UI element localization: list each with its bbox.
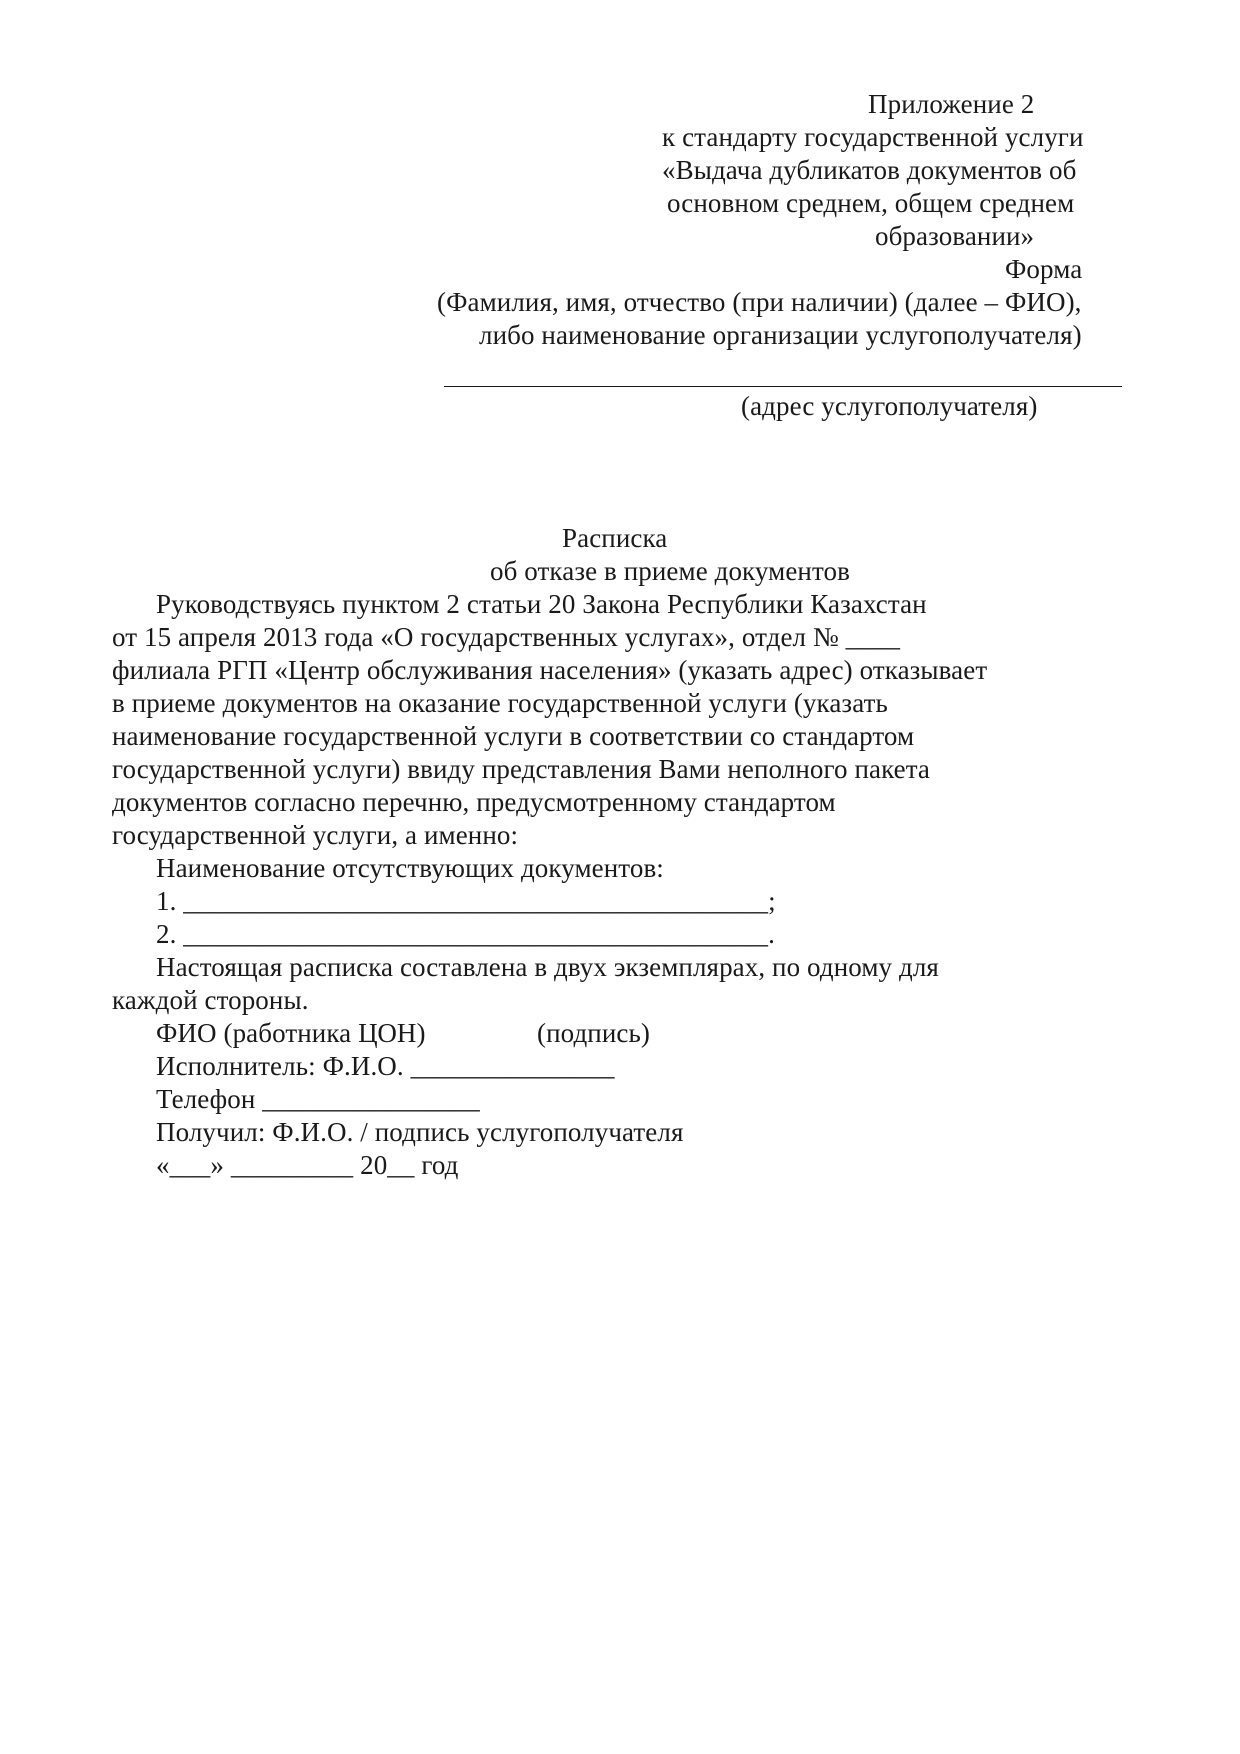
document-subtitle: об отказе в приеме документов <box>490 556 850 586</box>
body-line-1: Руководствуясь пунктом 2 статьи 20 Закона Республики Казахстан <box>156 589 927 619</box>
executor-line: Исполнитель: Ф.И.О. _______________ <box>156 1051 615 1081</box>
signature-label: (подпись) <box>537 1018 650 1048</box>
address-underline <box>444 386 1122 387</box>
copies-line-2: каждой стороны. <box>112 985 309 1015</box>
standard-line-1: к стандарту государственной услуги <box>662 122 1084 152</box>
missing-item-1: 1. ___________________________________________; <box>156 886 776 916</box>
standard-line-3: основном среднем, общем среднем <box>667 188 1075 218</box>
body-line-4: в приеме документов на оказание государственной услуги (указать <box>112 688 888 718</box>
standard-line-2: «Выдача дубликатов документов об <box>662 155 1077 185</box>
missing-documents-label: Наименование отсутствующих документов: <box>156 853 664 883</box>
copies-line-1: Настоящая расписка составлена в двух экземплярах, по одному для <box>156 952 939 982</box>
standard-line-4: образовании» <box>875 221 1035 251</box>
form-label: Форма <box>1005 254 1083 284</box>
date-line: «___» _________ 20__ год <box>156 1150 459 1180</box>
body-line-8: государственной услуги, а именно: <box>112 820 519 850</box>
document-title: Расписка <box>562 523 668 553</box>
missing-item-2: 2. ___________________________________________. <box>156 919 775 949</box>
body-line-5: наименование государственной услуги в соответствии со стандартом <box>112 721 915 751</box>
applicant-line-1: (Фамилия, имя, отчество (при наличии) (далее – ФИО), <box>437 287 1082 317</box>
body-line-3: филиала РГП «Центр обслуживания населения» (указать адрес) отказывает <box>112 655 988 685</box>
worker-fio-label: ФИО (работника ЦОН) <box>156 1018 426 1048</box>
received-line: Получил: Ф.И.О. / подпись услугополучателя <box>156 1117 684 1147</box>
body-line-6: государственной услуги) ввиду представления Вами неполного пакета <box>112 754 931 784</box>
applicant-line-2: либо наименование организации услугополучателя) <box>479 320 1082 350</box>
body-line-7: документов согласно перечню, предусмотренному стандартом <box>112 787 836 817</box>
phone-line: Телефон ________________ <box>156 1084 480 1114</box>
appendix-label: Приложение 2 <box>868 89 1035 119</box>
body-line-2: от 15 апреля 2013 года «О государственных услугах», отдел № ____ <box>112 622 901 652</box>
address-label: (адрес услугополучателя) <box>741 391 1038 421</box>
